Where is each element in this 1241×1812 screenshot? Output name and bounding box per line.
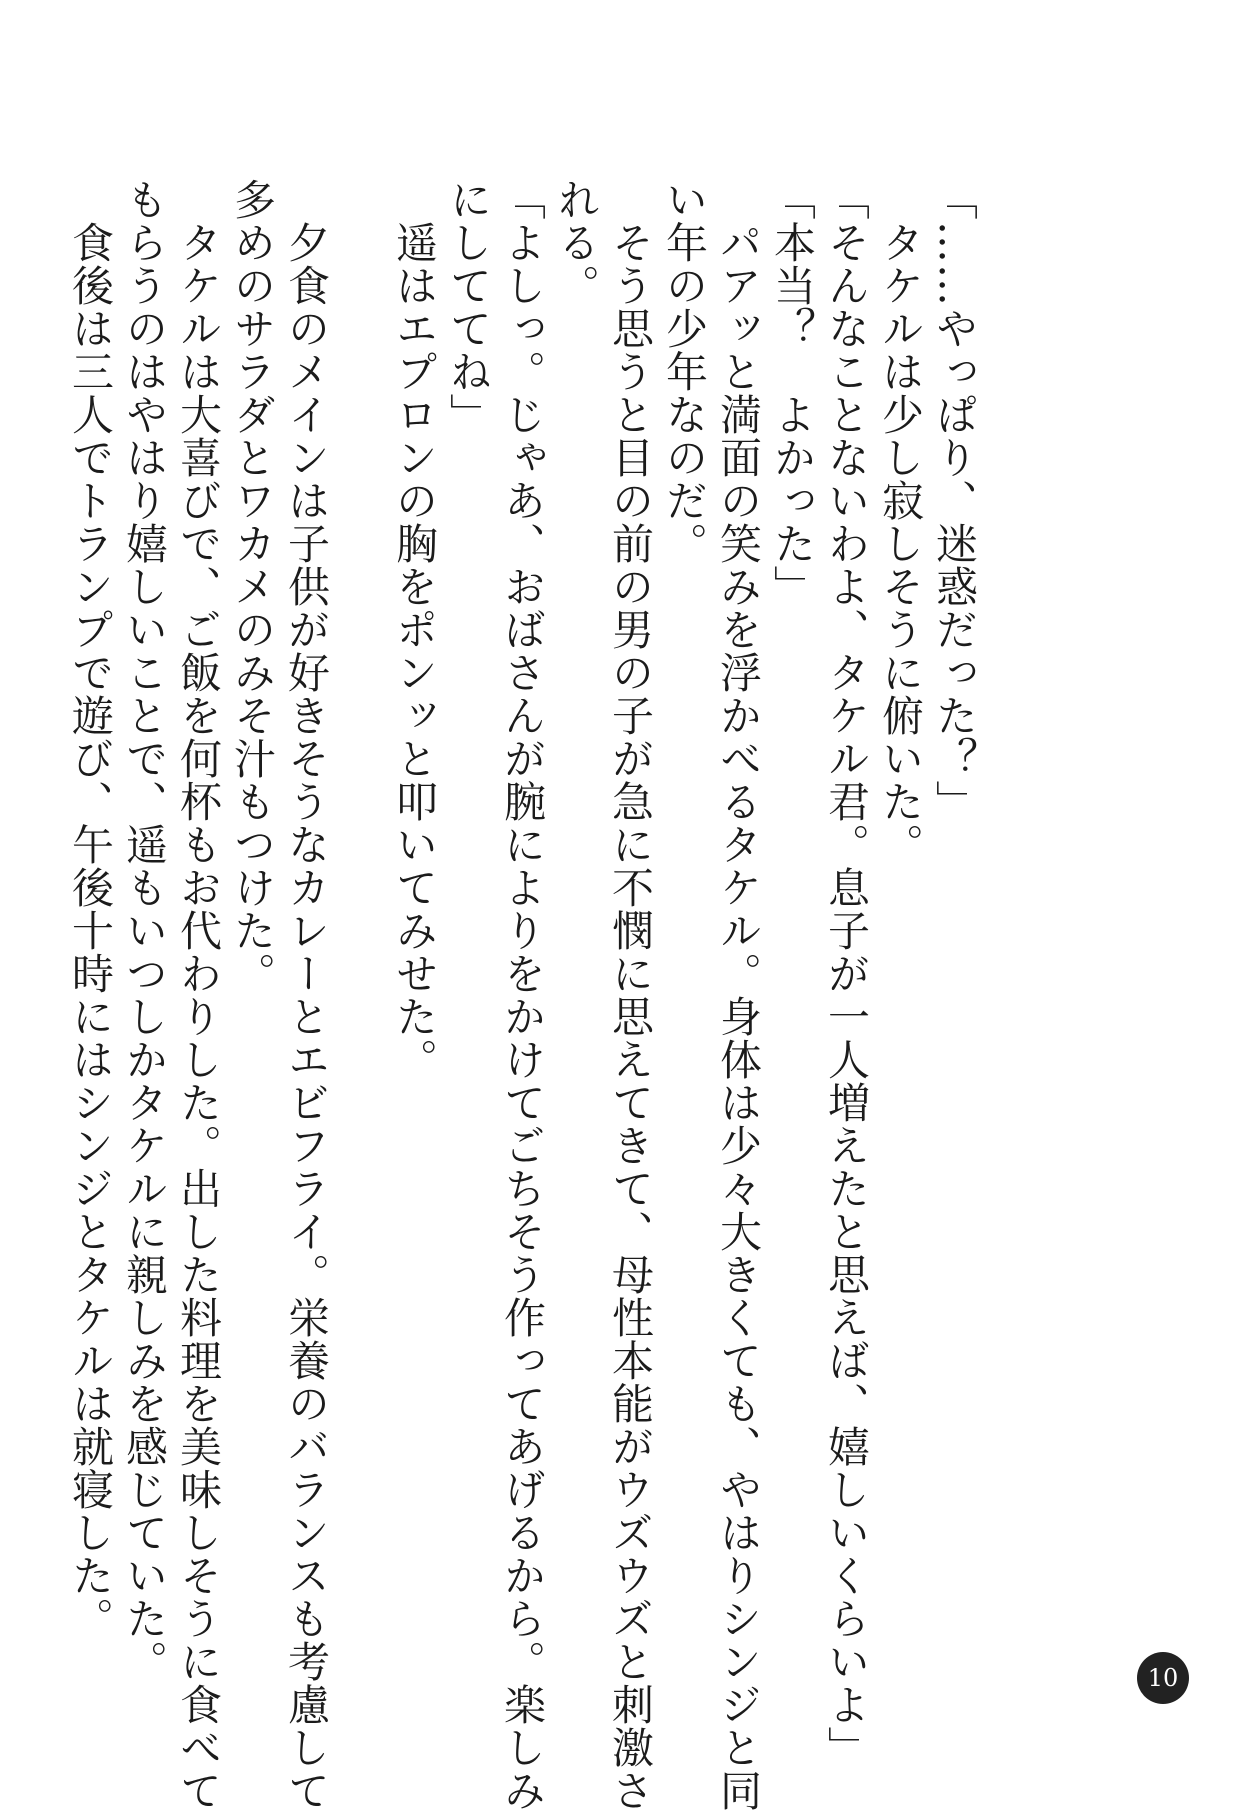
text-line: タケルは大喜びで、ご飯を何杯もお代わりした。出した料理を美味しそうに食べて [174,178,223,1812]
text-line: にしててね」 [444,178,493,436]
text-line: 夕食のメインは子供が好きそうなカレーとエビフライ。栄養のバランスも考慮して [282,178,331,1812]
blank-line [333,178,387,1598]
text-line: パアッと満面の笑みを浮かべるタケル。身体は少々大きくても、やはりシンジと同 [714,178,763,1812]
text-line: 「本当？ よかった」 [768,178,817,608]
text-line: もらうのはやはり嬉しいことで、遥もいつしかタケルに親しみを感じていた。 [120,178,169,1683]
text-line: い年の少年なのだ。 [660,178,709,565]
text-line: そう思うと目の前の男の子が急に不憫に思えてきて、母性本能がウズウズと刺激さ [606,178,655,1812]
vertical-text-body [63,178,981,1812]
text-line: 食後は三人でトランプで遊び、午後十時にはシンジとタケルは就寝した。 [66,178,115,1640]
text-line: れる。 [552,178,601,307]
text-line: タケルは少し寂しそうに俯いた。 [876,178,925,866]
page-number-badge: 10 [1137,1652,1189,1704]
text-line: 「よしっ。じゃあ、おばさんが腕によりをかけてごちそう作ってあげるから。楽しみ [498,178,547,1812]
text-line: 遥はエプロンの胸をポンッと叩いてみせた。 [390,178,439,1081]
text-line: 多めのサラダとワカメのみそ汁もつけた。 [228,178,277,995]
text-line: 「そんなことないわよ、タケル君。息子が一人増えたと思えば、嬉しいくらいよ」 [822,178,871,1769]
text-line: 「……やっぱり、迷惑だった？」 [930,178,979,823]
